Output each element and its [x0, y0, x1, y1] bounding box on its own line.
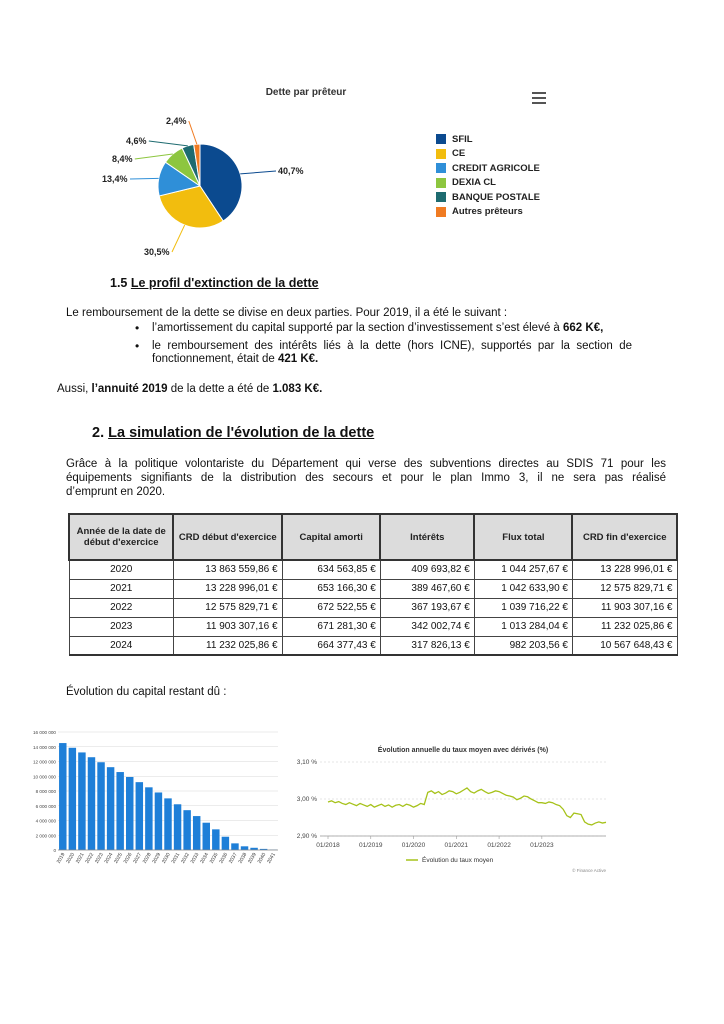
bar-x-tick-label: 2024	[103, 852, 115, 865]
table-cell: 671 281,30 €	[282, 617, 380, 636]
bar-x-tick-label: 2020	[65, 852, 77, 865]
debt-simulation-table	[68, 513, 678, 656]
bar[interactable]	[136, 782, 143, 850]
table-cell: 1 044 257,67 €	[474, 560, 572, 579]
pie-connector	[240, 171, 276, 174]
bar-y-tick-label: 12 000 000	[33, 759, 56, 765]
table-row	[69, 636, 677, 655]
line-y-tick-label: 3,10 %	[296, 759, 317, 766]
table-cell: 1 042 633,90 €	[474, 579, 572, 598]
table-cell: 317 826,13 €	[380, 636, 474, 655]
pie-data-label: 2,4%	[166, 116, 187, 126]
bar[interactable]	[78, 752, 85, 850]
section-1-5-title: Le profil d'extinction de la dette	[130, 276, 319, 290]
pie-connector	[189, 121, 197, 144]
pie-connector	[172, 225, 185, 252]
bar-x-tick-label: 2039	[247, 852, 258, 865]
table-cell: 653 166,30 €	[282, 579, 380, 598]
legend-item[interactable]	[436, 161, 540, 176]
bar[interactable]	[164, 798, 171, 850]
section-1-5-intro: Le remboursement de la dette se divise en deux parties. Pour 2019, il a été le suivant :	[66, 307, 508, 319]
table-cell: 634 563,85 €	[282, 560, 380, 579]
line-chart-title: Évolution annuelle du taux moyen avec dérivés (%)	[377, 747, 549, 754]
bar[interactable]	[116, 772, 123, 850]
bar[interactable]	[241, 846, 248, 850]
table-cell: 11 232 025,86 €	[572, 617, 677, 636]
table-cell: 1 039 716,22 €	[474, 598, 572, 617]
evolution-label: Évolution du capital restant dû :	[66, 686, 227, 698]
table-cell: 2021	[69, 579, 173, 598]
bar-x-tick-label: 2038	[237, 852, 249, 865]
pie-data-label: 4,6%	[126, 136, 147, 146]
bar-x-tick-label: 2026	[122, 852, 134, 865]
bullet-item-capital: • l’amortissement du capital supporté par la section d’investissement s’est élevé à 662 K€,	[152, 322, 632, 336]
table-cell: 11 903 307,16 €	[173, 617, 282, 636]
table-cell: 2020	[69, 560, 173, 579]
bar[interactable]	[88, 757, 95, 850]
pie-data-label: 13,4%	[102, 174, 128, 184]
pie-connector	[130, 178, 159, 179]
line-y-tick-label: 2,90 %	[296, 833, 317, 840]
legend-label: CE	[452, 148, 466, 160]
line-x-tick-label: 01/2021	[444, 842, 469, 849]
header-interets: Intérêts	[380, 514, 474, 560]
table-cell: 13 228 996,01 €	[173, 579, 282, 598]
table-cell: 11 903 307,16 €	[572, 598, 677, 617]
bar-x-tick-label: 2040	[256, 852, 268, 865]
bar-chart-capital-restant-du	[22, 722, 282, 882]
legend-swatch	[436, 134, 446, 144]
bar-x-tick-label: 2041	[266, 852, 277, 865]
legend-swatch	[436, 207, 446, 217]
bar[interactable]	[212, 829, 219, 850]
bar-x-tick-label: 2028	[141, 852, 153, 865]
pie-chart-title: Dette par prêteur	[265, 87, 347, 98]
table-cell: 12 575 829,71 €	[173, 598, 282, 617]
pie-chart-svg	[96, 100, 426, 265]
line-y-tick-label: 3,00 %	[296, 796, 317, 803]
line-chart-taux-moyen	[290, 740, 620, 878]
bar-x-tick-label: 2033	[189, 852, 201, 865]
hamburger-menu-icon[interactable]	[532, 92, 546, 104]
bar-y-tick-label: 10 000 000	[33, 774, 56, 780]
pie-chart-block	[96, 80, 656, 270]
bar-y-tick-label: 8 000 000	[35, 789, 56, 794]
section-1-5-bullets	[152, 322, 632, 371]
table-cell: 389 467,60 €	[380, 579, 474, 598]
table-cell: 12 575 829,71 €	[572, 579, 677, 598]
bar-x-tick-label: 2037	[227, 852, 239, 865]
table-row	[69, 598, 677, 617]
bar[interactable]	[126, 777, 133, 850]
bar-x-tick-label: 2031	[170, 852, 182, 865]
line-x-tick-label: 01/2020	[401, 842, 426, 849]
table-row	[69, 617, 677, 636]
legend-label: BANQUE POSTALE	[452, 191, 540, 203]
bar-y-tick-label: 6 000 000	[35, 803, 56, 809]
bar-y-tick-label: 2 000 000	[35, 833, 56, 839]
table-cell: 2024	[69, 636, 173, 655]
bar[interactable]	[183, 810, 190, 850]
legend-item[interactable]	[436, 176, 540, 191]
bar-x-tick-label: 2023	[94, 852, 105, 865]
bar-x-tick-label: 2027	[132, 852, 144, 865]
bar-x-tick-label: 2030	[160, 852, 172, 865]
table-cell: 982 203,56 €	[474, 636, 572, 655]
header-annee: Année de la date de début d'exercice	[69, 514, 173, 560]
section-1-5-heading	[110, 276, 319, 290]
bar-x-tick-label: 2021	[74, 852, 86, 865]
table-header-row	[69, 514, 677, 560]
legend-label: CREDIT AGRICOLE	[452, 162, 540, 174]
bar-y-tick-label: 4 000 000	[35, 818, 56, 824]
legend-swatch	[436, 178, 446, 188]
legend-item[interactable]	[436, 147, 540, 162]
bar-y-tick-label: 14 000 000	[33, 744, 56, 750]
bar-x-tick-label: 2035	[208, 852, 220, 865]
bar[interactable]	[145, 787, 152, 850]
bar[interactable]	[193, 816, 200, 850]
section-1-5-conclusion: Aussi, l’annuité 2019 de la dette a été de 1.083 K€.	[57, 383, 323, 395]
table-cell: 367 193,67 €	[380, 598, 474, 617]
bar[interactable]	[203, 823, 210, 850]
table-cell: 2022	[69, 598, 173, 617]
pie-connector	[149, 141, 188, 146]
line-chart-credit: © Finance Active	[572, 868, 606, 873]
pie-data-label: 40,7%	[278, 166, 304, 176]
pie-data-label: 30,5%	[144, 247, 170, 257]
bar-x-tick-label: 2029	[151, 852, 163, 865]
bar[interactable]	[97, 762, 104, 850]
line-x-tick-label: 01/2019	[359, 842, 383, 849]
pie-data-label: 8,4%	[112, 154, 133, 164]
bar[interactable]	[69, 748, 76, 850]
section-2-number: 2.	[92, 425, 105, 441]
legend-item[interactable]	[436, 190, 540, 205]
bar-y-tick-label: 0	[53, 848, 56, 853]
bar-x-tick-label: 2025	[113, 852, 124, 865]
line-legend-label: Évolution du taux moyen	[422, 857, 494, 864]
bullet-item-interets: • le remboursement des intérêts liés à la dette (hors ICNE), supportés par la section de fonctionnement, était de 421 K€.	[152, 340, 632, 367]
bar-x-tick-label: 2022	[84, 852, 96, 865]
bar-x-tick-label: 2032	[180, 852, 191, 865]
header-crd-fin: CRD fin d'exercice	[572, 514, 677, 560]
table-cell: 13 863 559,86 €	[173, 560, 282, 579]
pie-legend	[436, 132, 540, 219]
bar-x-tick-label: 2019	[55, 852, 67, 865]
table-row	[69, 579, 677, 598]
table-cell: 2023	[69, 617, 173, 636]
table-cell: 409 693,82 €	[380, 560, 474, 579]
header-capital-amorti: Capital amorti	[282, 514, 380, 560]
header-flux-total: Flux total	[474, 514, 572, 560]
bar-x-tick-label: 2034	[199, 852, 210, 865]
legend-swatch	[436, 149, 446, 159]
bar[interactable]	[174, 804, 181, 850]
legend-label: DEXIA CL	[452, 177, 496, 189]
table-cell: 10 567 648,43 €	[572, 636, 677, 655]
line-x-tick-label: 01/2018	[316, 842, 340, 849]
legend-swatch	[436, 192, 446, 202]
header-crd-debut: CRD début d'exercice	[173, 514, 282, 560]
table-cell: 672 522,55 €	[282, 598, 380, 617]
bar-y-tick-label: 16 000 000	[33, 730, 56, 735]
bar[interactable]	[222, 837, 229, 850]
table-cell: 1 013 284,04 €	[474, 617, 572, 636]
table-cell: 11 232 025,86 €	[173, 636, 282, 655]
bar-x-tick-label: 2036	[218, 852, 230, 865]
bar[interactable]	[231, 843, 238, 850]
legend-item[interactable]	[436, 132, 540, 147]
table-cell: 342 002,74 €	[380, 617, 474, 636]
table-cell: 664 377,43 €	[282, 636, 380, 655]
pie-connector	[135, 154, 173, 159]
section-2-heading	[92, 425, 374, 441]
table-cell: 13 228 996,01 €	[572, 560, 677, 579]
table-row	[69, 560, 677, 579]
bar[interactable]	[155, 792, 162, 850]
section-1-5-number: 1.5	[110, 276, 128, 290]
legend-label: SFIL	[452, 133, 473, 145]
bar[interactable]	[107, 767, 114, 850]
legend-swatch	[436, 163, 446, 173]
line-x-tick-label: 01/2023	[530, 842, 554, 849]
legend-label: Autres prêteurs	[452, 206, 523, 218]
section-2-paragraph: Grâce à la politique volontariste du Département qui verse des subventions directes au SDIS 71 pour les équipements signifiants de la distribution des secours et pour le plan Immo 3, il ne sera pas réalisé d’emprunt en 2020.	[66, 458, 666, 498]
line-series-taux-moyen[interactable]	[328, 788, 606, 825]
line-x-tick-label: 01/2022	[487, 842, 511, 849]
section-2-title: La simulation de l'évolution de la dette	[108, 425, 375, 441]
legend-item[interactable]	[436, 205, 540, 220]
bar[interactable]	[59, 743, 66, 850]
